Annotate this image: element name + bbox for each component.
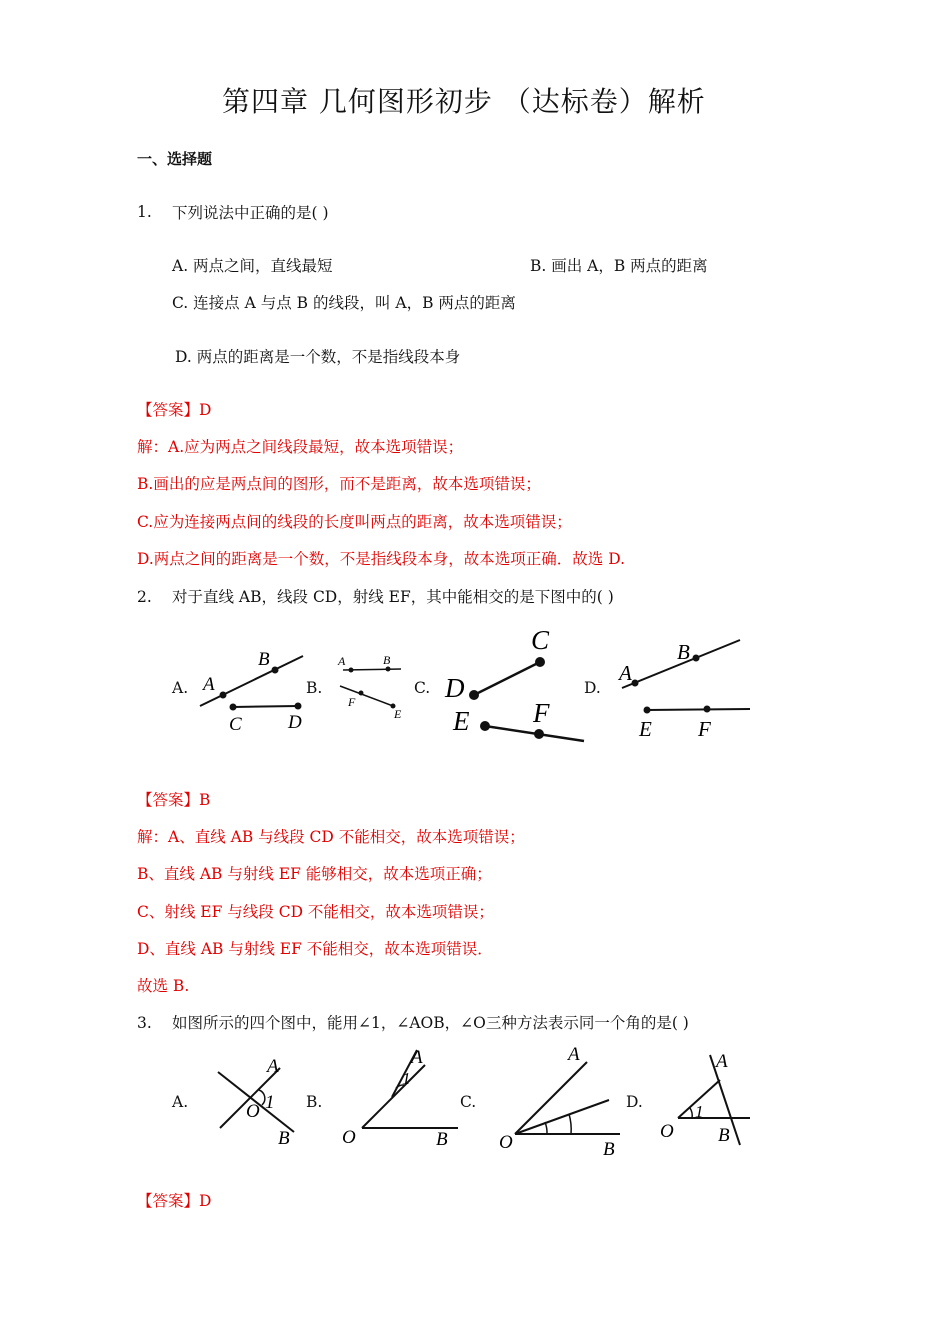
- svg-text:A: A: [619, 661, 632, 685]
- q3-answer: 【答案】D: [137, 1192, 212, 1210]
- q1-explanation-line: 解：A.应为两点之间线段最短，故本选项错误；: [137, 438, 464, 456]
- svg-text:1: 1: [402, 1069, 411, 1088]
- q3-stem: 如图所示的四个图中，能用∠1，∠AOB，∠O三种方法表示同一个角的是( ): [172, 1014, 689, 1032]
- q2-figure-c: [443, 622, 588, 747]
- q3-label-c: C.: [460, 1093, 477, 1111]
- q1-answer: 【答案】D: [137, 401, 212, 419]
- q1-explanation-line: B.画出的应是两点间的图形，而不是距离，故本选项错误；: [137, 475, 541, 493]
- svg-text:B: B: [603, 1139, 615, 1160]
- q2-figure-b: [333, 648, 413, 728]
- q2-explanation-line: C、射线 EF 与线段 CD 不能相交，故本选项错误；: [137, 903, 494, 921]
- svg-text:A: A: [716, 1051, 728, 1072]
- svg-text:F: F: [348, 695, 356, 709]
- q2-label-b: B.: [306, 679, 323, 697]
- q2-label-a: A.: [172, 679, 189, 697]
- svg-text:1: 1: [695, 1102, 704, 1121]
- svg-text:E: E: [453, 706, 470, 736]
- q1-option-a: A. 两点之间，直线最短: [172, 257, 333, 275]
- q2-explanation-line: 故选 B.: [137, 977, 190, 995]
- page-title: 第四章 几何图形初步 （达标卷）解析: [222, 85, 706, 118]
- svg-text:C: C: [229, 714, 242, 735]
- q2-number: 2.: [137, 588, 152, 606]
- q2-label-c: C.: [414, 679, 431, 697]
- svg-text:B: B: [677, 640, 690, 664]
- svg-text:E: E: [394, 707, 402, 721]
- q2-explanation-line: D、直线 AB 与射线 EF 不能相交，故本选项错误．: [137, 940, 493, 958]
- q2-figure-a: [195, 640, 310, 740]
- svg-text:A: A: [411, 1047, 423, 1068]
- q3-figure-b: [340, 1045, 460, 1150]
- svg-text:C: C: [531, 625, 550, 655]
- q2-figure-d: [612, 632, 752, 744]
- q3-label-a: A.: [172, 1093, 189, 1111]
- q2-explanation-line: 解：A、直线 AB 与线段 CD 不能相交，故本选项错误；: [137, 828, 525, 846]
- q2-explanation-line: B、直线 AB 与射线 EF 能够相交，故本选项正确；: [137, 865, 492, 883]
- svg-text:A: A: [267, 1056, 279, 1077]
- svg-text:D: D: [445, 673, 465, 703]
- q1-option-d: D. 两点的距离是一个数，不是指线段本身: [175, 348, 461, 366]
- q1-explanation-line: C.应为连接两点间的线段的长度叫两点的距离，故本选项错误；: [137, 513, 572, 531]
- section-heading: 一、选择题: [137, 150, 213, 168]
- svg-text:B: B: [258, 649, 270, 670]
- svg-text:1: 1: [265, 1092, 275, 1113]
- svg-text:E: E: [639, 717, 652, 741]
- svg-text:B: B: [278, 1128, 290, 1149]
- svg-text:B: B: [383, 653, 391, 667]
- svg-text:D: D: [288, 712, 302, 733]
- q3-figure-d: [658, 1045, 753, 1150]
- svg-text:A: A: [203, 674, 215, 695]
- svg-text:B: B: [436, 1129, 448, 1150]
- q3-label-b: B.: [306, 1093, 323, 1111]
- q1-stem: 下列说法中正确的是( ): [172, 204, 329, 222]
- q3-figure-a: [212, 1050, 302, 1150]
- q3-label-d: D.: [626, 1093, 643, 1111]
- q2-answer: 【答案】B: [137, 791, 211, 809]
- q2-stem: 对于直线 AB，线段 CD，射线 EF，其中能相交的是下图中的( ): [172, 588, 614, 606]
- svg-text:B: B: [718, 1125, 730, 1146]
- svg-text:F: F: [533, 698, 550, 728]
- q1-option-c: C. 连接点 A 与点 B 的线段，叫 A，B 两点的距离: [172, 294, 516, 312]
- svg-text:O: O: [342, 1127, 356, 1148]
- svg-text:A: A: [568, 1044, 580, 1065]
- q1-explanation-line: D.两点之间的距离是一个数，不是指线段本身，故本选项正确．故选 D.: [137, 550, 626, 568]
- svg-text:A: A: [338, 654, 346, 668]
- svg-text:O: O: [499, 1132, 513, 1153]
- q1-option-b: B. 画出 A，B 两点的距离: [530, 257, 708, 275]
- q3-figure-c: [497, 1042, 622, 1160]
- q3-number: 3.: [137, 1014, 152, 1032]
- svg-text:F: F: [698, 717, 711, 741]
- svg-text:O: O: [660, 1121, 674, 1142]
- q2-label-d: D.: [584, 679, 601, 697]
- q1-number: 1.: [137, 203, 152, 221]
- svg-text:O: O: [246, 1101, 260, 1122]
